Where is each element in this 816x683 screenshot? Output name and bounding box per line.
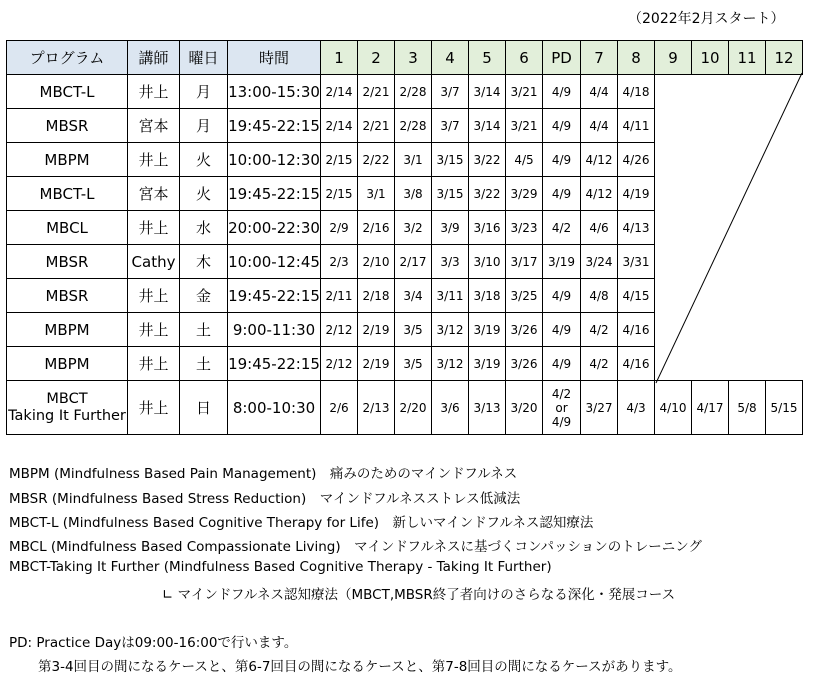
- date-cell: 3/22: [469, 177, 506, 211]
- date-cell: 3/26: [506, 313, 543, 347]
- date-cell: 2/17: [395, 245, 432, 279]
- date-cell: 2/15: [321, 177, 358, 211]
- date-cell: 3/19: [469, 313, 506, 347]
- header-session-2: 2: [358, 41, 395, 75]
- date-cell: 2/12: [321, 347, 358, 381]
- header-session-3: 3: [395, 41, 432, 75]
- header-practice-day: PD: [543, 41, 581, 75]
- program-name-line2: Taking It Further: [8, 407, 126, 424]
- teacher-cell: 井上: [128, 381, 180, 435]
- date-cell: 2/20: [395, 381, 432, 435]
- program-cell: MBCT-L: [7, 75, 128, 109]
- practice-day-cell: 4/9: [543, 75, 581, 109]
- table-row: [7, 75, 803, 109]
- header-session-10: 10: [692, 41, 729, 75]
- date-cell: 3/13: [469, 381, 506, 435]
- time-cell: 8:00-10:30: [228, 381, 321, 435]
- time-cell: 10:00-12:45: [228, 245, 321, 279]
- date-cell: 4/16: [618, 313, 655, 347]
- legend-taking-it-further-desc: ∟ マインドフルネス認知療法（MBCT,MBSR終了者向けのさらなる深化・発展コース: [162, 587, 676, 603]
- date-cell: 2/9: [321, 211, 358, 245]
- program-cell: [7, 381, 128, 435]
- date-cell: 2/19: [358, 313, 395, 347]
- pd-or: or: [555, 400, 568, 415]
- date-cell: 2/14: [321, 109, 358, 143]
- header-program: プログラム: [7, 41, 128, 75]
- date-cell: 3/3: [432, 245, 469, 279]
- date-cell: 3/10: [469, 245, 506, 279]
- date-cell: 2/18: [358, 279, 395, 313]
- table-row-taking-it-further: [7, 381, 803, 435]
- pd-option-1: 4/2: [551, 386, 572, 401]
- date-cell: 3/26: [506, 347, 543, 381]
- date-cell: 4/13: [618, 211, 655, 245]
- date-cell: 2/3: [321, 245, 358, 279]
- day-cell: 火: [180, 143, 228, 177]
- teacher-cell: 井上: [128, 279, 180, 313]
- legend-mbsr: MBSR (Mindfulness Based Stress Reduction) マインドフルネスストレス低減法: [9, 491, 521, 507]
- time-cell: 13:00-15:30: [228, 75, 321, 109]
- teacher-cell: 井上: [128, 347, 180, 381]
- teacher-cell: 井上: [128, 143, 180, 177]
- practice-day-cell: [543, 381, 581, 435]
- date-cell: 3/18: [469, 279, 506, 313]
- date-cell: 3/1: [358, 177, 395, 211]
- date-cell: 4/2: [581, 347, 618, 381]
- date-cell: 3/1: [395, 143, 432, 177]
- day-cell: 月: [180, 75, 228, 109]
- date-cell: 3/4: [395, 279, 432, 313]
- teacher-cell: 井上: [128, 313, 180, 347]
- time-cell: 20:00-22:30: [228, 211, 321, 245]
- date-cell: 4/17: [692, 381, 729, 435]
- date-cell: 5/8: [729, 381, 766, 435]
- date-cell: 2/21: [358, 109, 395, 143]
- header-session-6: 6: [506, 41, 543, 75]
- date-cell: 4/3: [618, 381, 655, 435]
- header-session-11: 11: [729, 41, 766, 75]
- day-cell: 水: [180, 211, 228, 245]
- date-cell: 4/16: [618, 347, 655, 381]
- day-cell: 土: [180, 313, 228, 347]
- teacher-cell: Cathy: [128, 245, 180, 279]
- date-cell: 3/21: [506, 109, 543, 143]
- date-cell: 3/15: [432, 177, 469, 211]
- date-cell: 3/23: [506, 211, 543, 245]
- day-cell: 金: [180, 279, 228, 313]
- pd-note-detail: 第3-4回目の間になるケースと、第6-7回目の間になるケースと、第7-8回目の間になるケースがあります。: [38, 659, 682, 675]
- date-cell: 4/10: [655, 381, 692, 435]
- teacher-cell: 宮本: [128, 109, 180, 143]
- header-time: 時間: [228, 41, 321, 75]
- date-cell: 4/4: [581, 109, 618, 143]
- time-cell: 19:45-22:15: [228, 109, 321, 143]
- program-cell: MBPM: [7, 347, 128, 381]
- program-cell: MBPM: [7, 313, 128, 347]
- header-row: [7, 41, 803, 75]
- teacher-cell: 宮本: [128, 177, 180, 211]
- practice-day-cell: 3/19: [543, 245, 581, 279]
- date-cell: 4/12: [581, 143, 618, 177]
- day-cell: 月: [180, 109, 228, 143]
- day-cell: 火: [180, 177, 228, 211]
- date-cell: 3/9: [432, 211, 469, 245]
- date-cell: 5/15: [766, 381, 803, 435]
- time-cell: 19:45-22:15: [228, 347, 321, 381]
- date-cell: 3/7: [432, 109, 469, 143]
- date-cell: 3/12: [432, 347, 469, 381]
- date-cell: 3/21: [506, 75, 543, 109]
- legend-mbpm: MBPM (Mindfulness Based Pain Management) 痛みのためのマインドフルネス: [9, 466, 518, 482]
- date-cell: 3/25: [506, 279, 543, 313]
- time-cell: 19:45-22:15: [228, 279, 321, 313]
- program-name-line1: MBCT: [46, 390, 88, 407]
- date-cell: 3/29: [506, 177, 543, 211]
- date-cell: 2/14: [321, 75, 358, 109]
- date-cell: 2/15: [321, 143, 358, 177]
- header-session-4: 4: [432, 41, 469, 75]
- date-cell: 2/6: [321, 381, 358, 435]
- practice-day-cell: 4/9: [543, 347, 581, 381]
- program-cell: MBPM: [7, 143, 128, 177]
- day-cell: 木: [180, 245, 228, 279]
- practice-day-cell: 4/9: [543, 313, 581, 347]
- program-cell: MBSR: [7, 245, 128, 279]
- date-cell: 3/17: [506, 245, 543, 279]
- date-cell: 2/12: [321, 313, 358, 347]
- teacher-cell: 井上: [128, 75, 180, 109]
- date-cell: 2/19: [358, 347, 395, 381]
- date-cell: 4/2: [581, 313, 618, 347]
- program-cell: MBSR: [7, 279, 128, 313]
- date-cell: 2/21: [358, 75, 395, 109]
- date-cell: 4/12: [581, 177, 618, 211]
- date-cell: 3/22: [469, 143, 506, 177]
- time-cell: 19:45-22:15: [228, 177, 321, 211]
- date-cell: 4/26: [618, 143, 655, 177]
- date-cell: 2/28: [395, 75, 432, 109]
- program-cell: MBSR: [7, 109, 128, 143]
- legend-mbct-l: MBCT-L (Mindfulness Based Cognitive Therapy for Life) 新しいマインドフルネス認知療法: [9, 515, 594, 531]
- program-cell: MBCT-L: [7, 177, 128, 211]
- date-cell: 3/16: [469, 211, 506, 245]
- date-cell: 2/11: [321, 279, 358, 313]
- header-session-5: 5: [469, 41, 506, 75]
- date-cell: 4/5: [506, 143, 543, 177]
- date-cell: 3/24: [581, 245, 618, 279]
- date-cell: 2/28: [395, 109, 432, 143]
- date-cell: 3/5: [395, 313, 432, 347]
- date-cell: 3/8: [395, 177, 432, 211]
- day-cell: 日: [180, 381, 228, 435]
- date-cell: 2/16: [358, 211, 395, 245]
- header-session-7: 7: [581, 41, 618, 75]
- date-cell: 4/11: [618, 109, 655, 143]
- practice-day-cell: 4/9: [543, 279, 581, 313]
- program-cell: MBCL: [7, 211, 128, 245]
- schedule-table: [6, 40, 803, 435]
- teacher-cell: 井上: [128, 211, 180, 245]
- date-cell: 3/31: [618, 245, 655, 279]
- time-cell: 10:00-12:30: [228, 143, 321, 177]
- date-cell: 4/18: [618, 75, 655, 109]
- legend-taking-it-further: MBCT-Taking It Further (Mindfulness Based Cognitive Therapy - Taking It Further): [9, 559, 552, 575]
- date-cell: 3/7: [432, 75, 469, 109]
- practice-day-cell: 4/9: [543, 109, 581, 143]
- header-day: 曜日: [180, 41, 228, 75]
- date-cell: 3/14: [469, 75, 506, 109]
- time-cell: 9:00-11:30: [228, 313, 321, 347]
- practice-day-cell: 4/9: [543, 177, 581, 211]
- practice-day-cell: 4/2: [543, 211, 581, 245]
- date-cell: 4/6: [581, 211, 618, 245]
- date-cell: 2/10: [358, 245, 395, 279]
- date-cell: 3/15: [432, 143, 469, 177]
- header-session-1: 1: [321, 41, 358, 75]
- practice-day-cell: 4/9: [543, 143, 581, 177]
- date-cell: 2/13: [358, 381, 395, 435]
- header-session-9: 9: [655, 41, 692, 75]
- legend-mbcl: MBCL (Mindfulness Based Compassionate Living) マインドフルネスに基づくコンパッションのトレーニング: [9, 539, 702, 555]
- date-cell: 3/27: [581, 381, 618, 435]
- date-cell: 3/20: [506, 381, 543, 435]
- date-cell: 3/12: [432, 313, 469, 347]
- date-cell: 4/4: [581, 75, 618, 109]
- date-cell: 3/19: [469, 347, 506, 381]
- date-cell: 4/15: [618, 279, 655, 313]
- date-cell: 3/14: [469, 109, 506, 143]
- date-cell: 3/2: [395, 211, 432, 245]
- header-session-8: 8: [618, 41, 655, 75]
- pd-note: PD: Practice Dayは09:00-16:00で行います。: [9, 635, 298, 651]
- header-teacher: 講師: [128, 41, 180, 75]
- not-applicable-area: [655, 75, 803, 381]
- date-cell: 4/19: [618, 177, 655, 211]
- header-session-12: 12: [766, 41, 803, 75]
- date-cell: 4/8: [581, 279, 618, 313]
- start-date-note: （2022年2月スタート）: [628, 11, 785, 27]
- date-cell: 3/6: [432, 381, 469, 435]
- pd-option-2: 4/9: [551, 414, 572, 429]
- date-cell: 3/5: [395, 347, 432, 381]
- day-cell: 土: [180, 347, 228, 381]
- date-cell: 3/11: [432, 279, 469, 313]
- date-cell: 2/22: [358, 143, 395, 177]
